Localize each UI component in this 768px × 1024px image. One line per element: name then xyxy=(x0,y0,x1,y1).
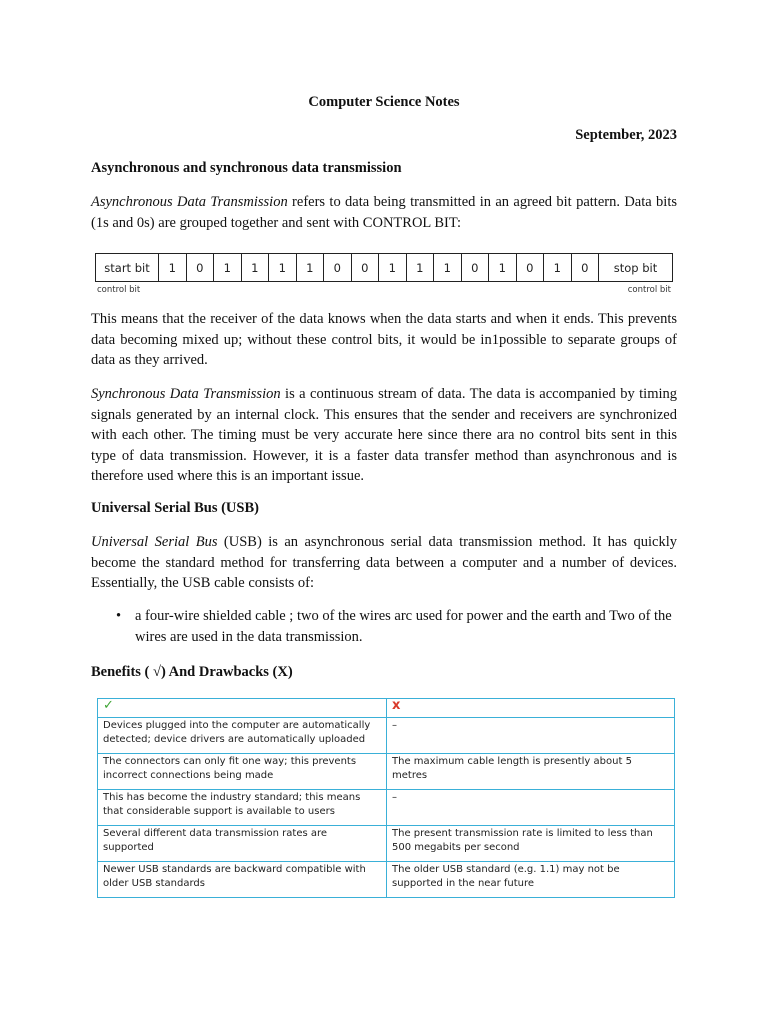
bullet-text: a four-wire shielded cable ; two of the wires arc used for power and the earth and Two of the wires are used in the data transmission. xyxy=(135,608,672,645)
heading-usb: Universal Serial Bus (USB) xyxy=(91,500,259,516)
bit-cell: 1 xyxy=(379,254,407,281)
drawback-cell: The older USB standard (e.g. 1.1) may not be supported in the near future xyxy=(387,862,675,898)
page-title: Computer Science Notes xyxy=(308,94,460,110)
bit-cell: 1 xyxy=(269,254,297,281)
bit-cell: 1 xyxy=(159,254,187,281)
bit-cell: 0 xyxy=(324,254,352,281)
bit-cell: 1 xyxy=(407,254,435,281)
paragraph-control-bits: This means that the receiver of the data knows when the data starts and when it ends. This prevents data becoming mixed up; without these control bits, it would be in1possible to separate groups of data as they arrived. xyxy=(91,311,677,368)
bit-cell: 1 xyxy=(242,254,270,281)
benefits-drawbacks-table xyxy=(97,698,675,898)
bit-cell: 0 xyxy=(462,254,490,281)
table-row xyxy=(98,790,675,826)
control-bit-caption-right: control bit xyxy=(627,285,671,295)
paragraph-usb xyxy=(91,532,677,594)
benefit-cell: Devices plugged into the computer are automatically detected; device drivers are automatically uploaded xyxy=(98,718,387,754)
bit-cell: 0 xyxy=(572,254,600,281)
drawback-cell: – xyxy=(387,718,675,754)
paragraph-synchronous xyxy=(91,384,677,487)
bit-cell: 1 xyxy=(434,254,462,281)
table-row xyxy=(98,754,675,790)
table-header-row xyxy=(98,699,675,718)
document-date: September, 2023 xyxy=(575,127,677,143)
paragraph-asynchronous-text: refers to data being transmitted in an agreed bit pattern. Data bits (1s and 0s) are grouped together and sent with CONTROL BIT: xyxy=(91,194,677,231)
heading-data-transmission: Asynchronous and synchronous data transmission xyxy=(91,160,402,176)
benefit-cell: Several different data transmission rates are supported xyxy=(98,826,387,862)
benefit-cell: This has become the industry standard; this means that considerable support is available to users xyxy=(98,790,387,826)
bit-cell: 1 xyxy=(214,254,242,281)
term-synchronous: Synchronous Data Transmission xyxy=(91,386,281,402)
drawback-cell: – xyxy=(387,790,675,826)
benefit-cell: Newer USB standards are backward compatible with older USB standards xyxy=(98,862,387,898)
table-row xyxy=(98,718,675,754)
bit-cell: 0 xyxy=(187,254,215,281)
start-bit-cell: start bit xyxy=(96,254,159,281)
bit-cell: 1 xyxy=(297,254,325,281)
bit-cell: 1 xyxy=(489,254,517,281)
bit-pattern-diagram xyxy=(95,253,673,295)
bit-pattern-row xyxy=(95,253,673,282)
stop-bit-cell: stop bit xyxy=(613,260,658,275)
bullet-dot-icon: • xyxy=(116,608,122,624)
bit-cell: 1 xyxy=(544,254,572,281)
bullet-item xyxy=(116,606,677,647)
bit-cell: 0 xyxy=(352,254,380,281)
benefit-header-tick-icon: ✓ xyxy=(98,699,387,718)
benefit-cell: The connectors can only fit one way; this prevents incorrect connections being made xyxy=(98,754,387,790)
paragraph-synchronous-text: is a continuous stream of data. The data is accompanied by timing signals generated by an internal clock. This ensures that the sender and receivers are synchronized with each other. The timing must be very accurate here since there ara no control bits sent in this type of data transmission. However, it is a faster data transfer method than asynchronous and is therefore used where this is an important issue. xyxy=(91,386,678,484)
term-usb: Universal Serial Bus xyxy=(91,534,218,550)
drawback-cell: The maximum cable length is presently about 5 metres xyxy=(387,754,675,790)
bit-cell: 0 xyxy=(517,254,545,281)
drawback-header-cross-icon: x xyxy=(387,699,675,718)
table-row xyxy=(98,862,675,898)
table-row xyxy=(98,826,675,862)
paragraph-asynchronous xyxy=(91,192,677,233)
paragraph-usb-text: (USB) is an asynchronous serial data transmission method. It has quickly become the standard method for transferring data between a computer and a number of devices. Essentially, the USB cable consists of: xyxy=(91,534,677,591)
heading-benefits-drawbacks: Benefits ( √) And Drawbacks (X) xyxy=(91,664,293,680)
control-bit-caption-left: control bit xyxy=(97,285,141,295)
control-bit-captions xyxy=(95,285,673,295)
term-asynchronous: Asynchronous Data Transmission xyxy=(91,194,288,210)
drawback-cell: The present transmission rate is limited to less than 500 megabits per second xyxy=(387,826,675,862)
